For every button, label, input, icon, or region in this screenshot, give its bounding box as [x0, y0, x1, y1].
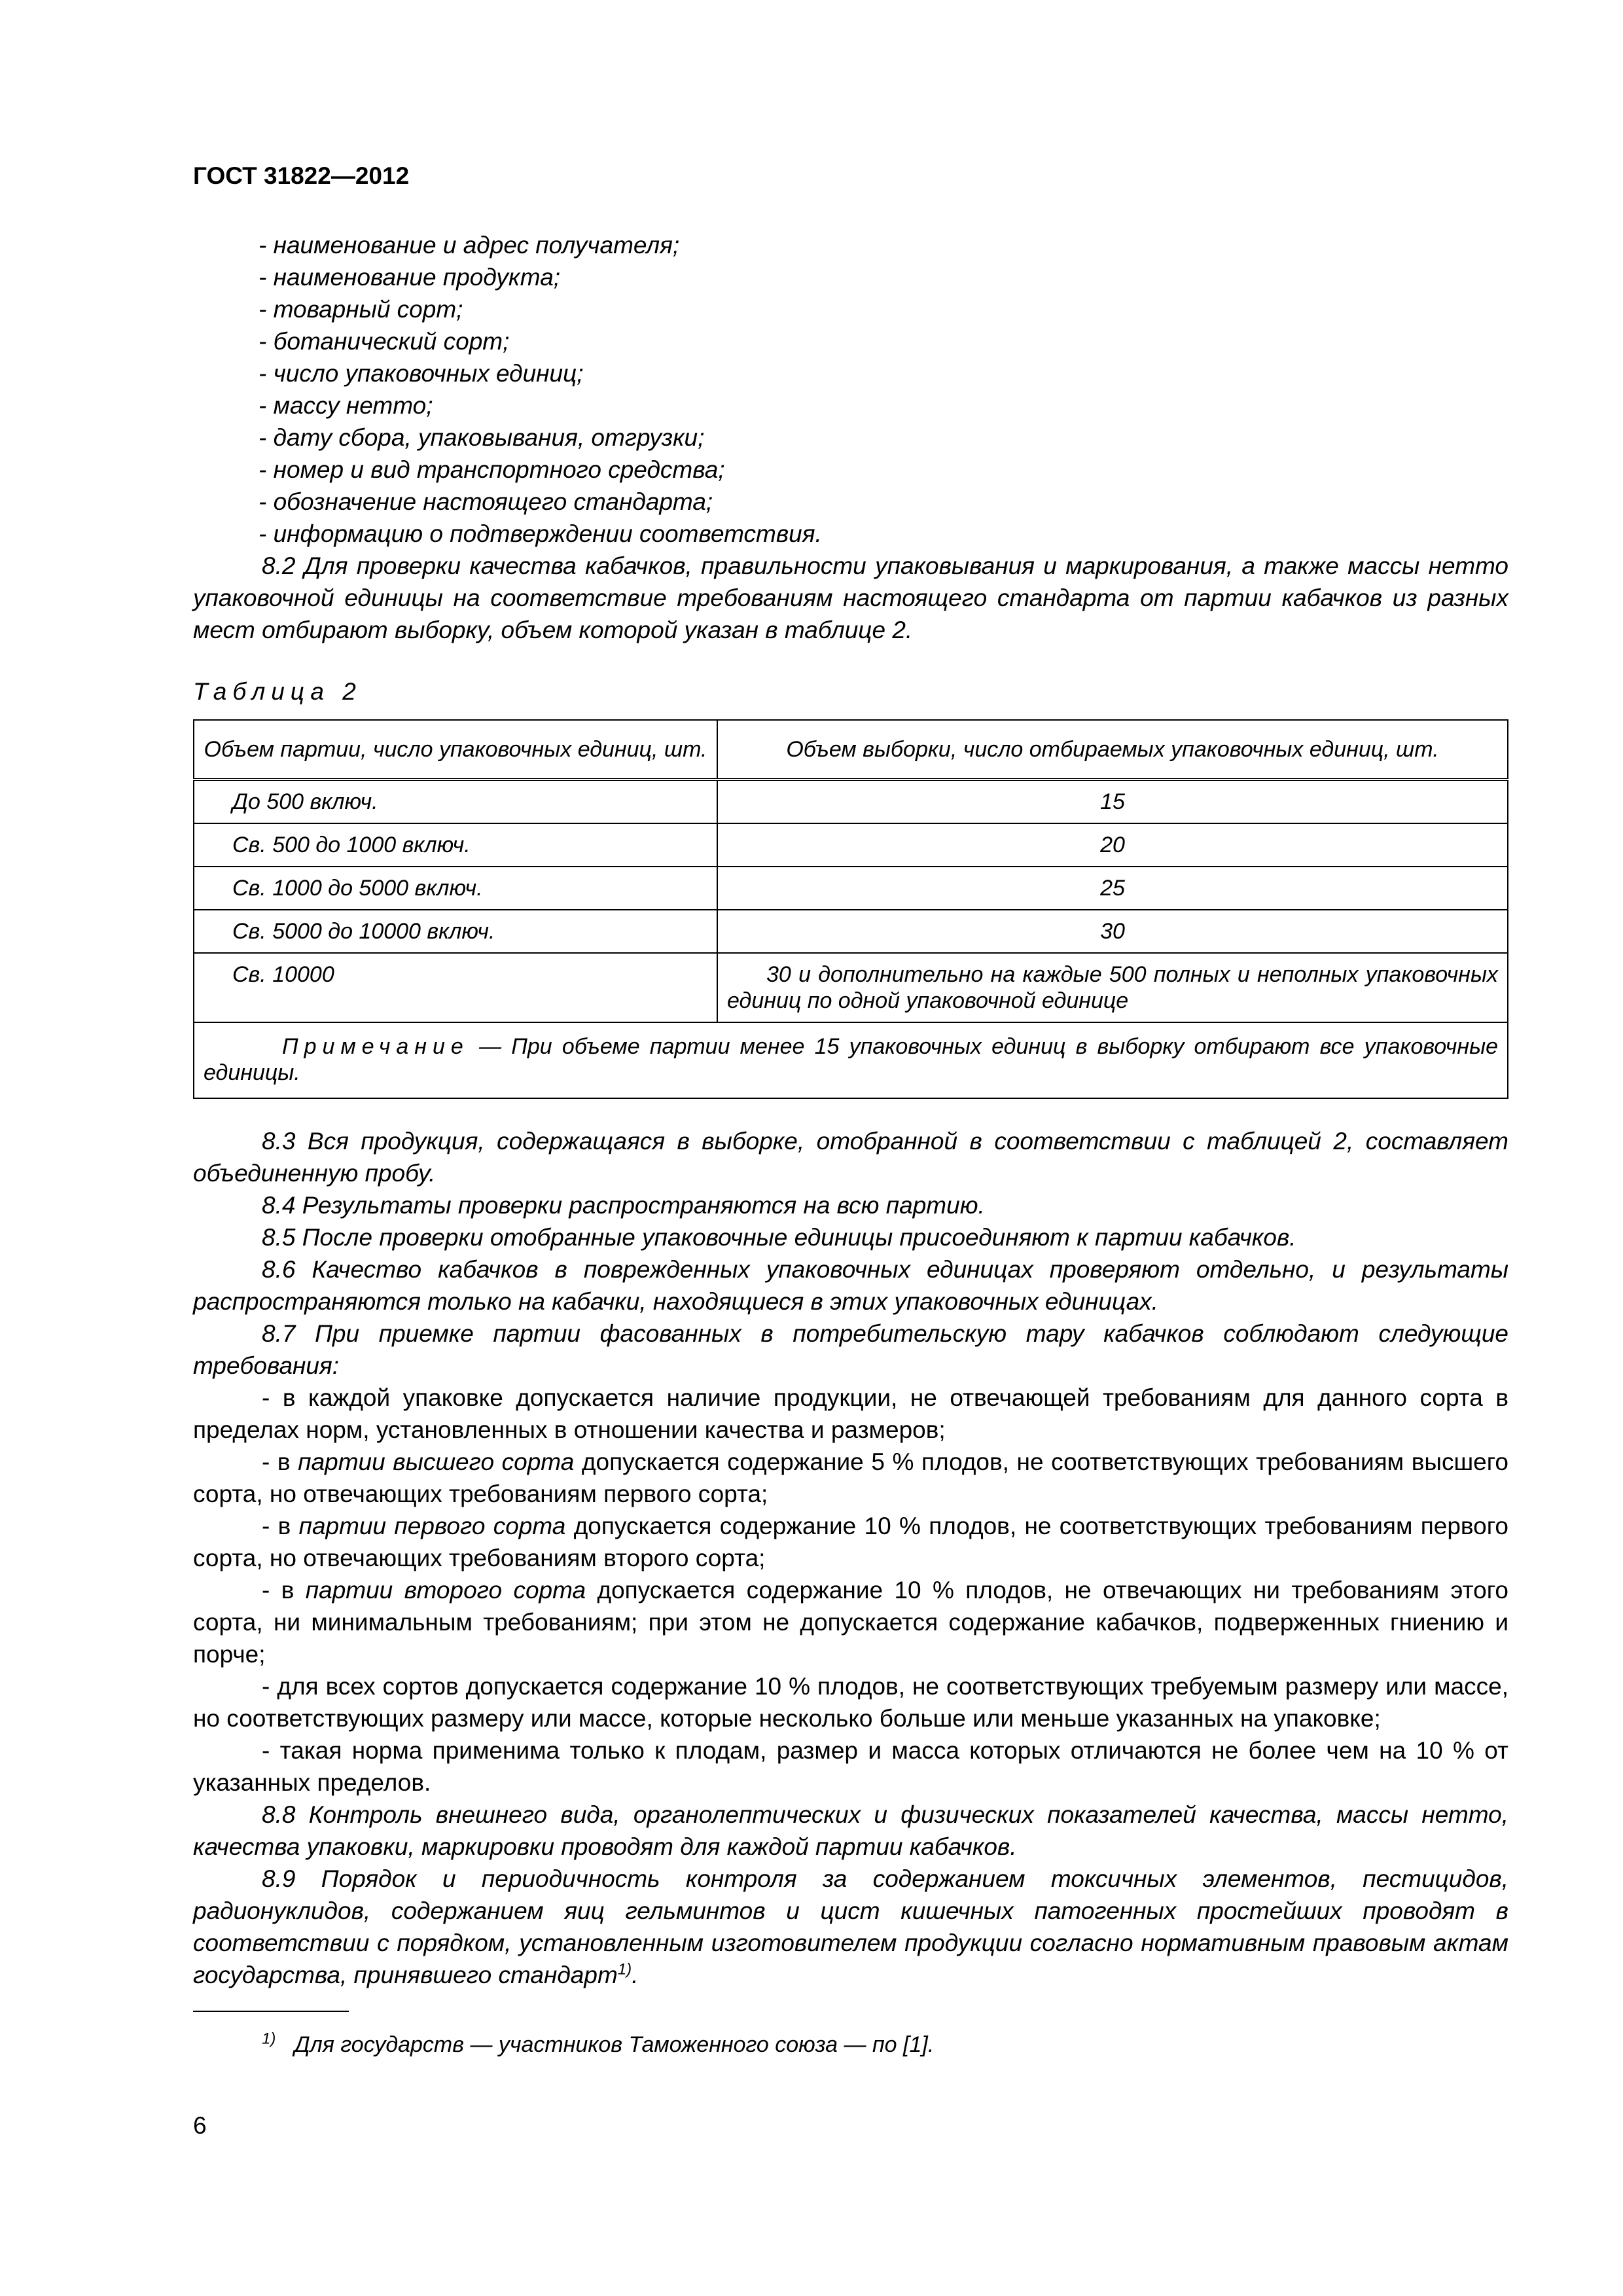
paragraph-8-2: 8.2 Для проверки качества кабачков, правильности упаковывания и маркирования, а также массы нетто упаковочной единицы на соответствие требованиям настоящего стандарта от партии кабачков из разных мест отбирают выборку, объем которой указан в таблице 2.	[193, 552, 1508, 643]
requirement-item: - для всех сортов допускается содержание 10 % плодов, не соответствующих требуемым размеру или массе, но соответствующих размеру или массе, которые несколько больше или меньше указанных на упаковке;	[193, 1673, 1508, 1732]
table-row	[194, 780, 1508, 823]
list-item: - дату сбора, упаковывания, отгрузки;	[259, 424, 705, 451]
requirement-item	[193, 1446, 1508, 1510]
list-item: - номер и вид транспортного средства;	[259, 456, 725, 483]
list-item: - товарный сорт;	[259, 296, 463, 323]
list-item: - обозначение настоящего стандарта;	[259, 488, 713, 515]
table-cell: 15	[717, 780, 1508, 823]
requirement-text: допускается содержание 10 % плодов, не отвечающих ни требованиям этого сорта, ни минимальным требованиям; при этом не допускается содержание кабачков, подверженных гниению и порче;	[193, 1577, 1508, 1668]
paragraph-8-9	[193, 1863, 1508, 1991]
requirement-text: допускается содержание 5 % плодов, не соответствующих требованиям высшего сорта, но отвечающих требованиям первого сорта;	[193, 1448, 1508, 1507]
requirement-prefix: - в	[262, 1513, 299, 1539]
list-item: - число упаковочных единиц;	[259, 360, 584, 387]
requirement-text: допускается содержание 10 % плодов, не соответствующих требованиям первого сорта, но отвечающих требованиям второго сорта;	[193, 1513, 1508, 1571]
note-label: Примечание	[282, 1034, 469, 1059]
paragraph-8-4: 8.4 Результаты проверки распространяются на всю партию.	[262, 1192, 985, 1219]
requirement-item: - в каждой упаковке допускается наличие продукции, не отвечающей требованиям для данного сорта в пределах норм, установленных в отношении качества и размеров;	[193, 1384, 1508, 1443]
requirement-prefix: - в	[262, 1448, 298, 1475]
document-header: ГОСТ 31822—2012	[193, 162, 410, 189]
list-item: - массу нетто;	[259, 392, 433, 419]
requirement-prefix: - в	[262, 1577, 306, 1604]
list-item: - ботанический сорт;	[259, 328, 510, 355]
table-row	[194, 910, 1508, 953]
section-8-body	[193, 1125, 1508, 1991]
table-cell: 30 и дополнительно на каждые 500 полных и неполных упаковочных единиц по одной упаковочной единице	[717, 953, 1508, 1022]
table-cell: Св. 1000 до 5000 включ.	[194, 867, 717, 910]
table-cell: 25	[717, 867, 1508, 910]
requirement-item	[193, 1510, 1508, 1574]
footnote-separator	[193, 2011, 349, 2012]
sample-size-table	[193, 719, 1508, 1099]
recipient-info-list	[193, 229, 1508, 550]
paragraph-8-6: 8.6 Качество кабачков в поврежденных упаковочных единицах проверяют отдельно, и результаты распространяются только на кабачки, находящиеся в этих упаковочных единицах.	[193, 1256, 1508, 1315]
requirement-emphasis: партии второго сорта	[305, 1577, 586, 1604]
requirement-item	[193, 1574, 1508, 1670]
page-content	[193, 229, 1508, 1991]
footnote-reference[interactable]: 1)	[617, 1960, 632, 1979]
table-cell: Св. 10000	[194, 953, 717, 1022]
footnote-text: Для государств — участников Таможенного союза — по [1].	[294, 2032, 935, 2057]
paragraph-8-5: 8.5 После проверки отобранные упаковочные единицы присоединяют к партии кабачков.	[262, 1224, 1296, 1251]
table-row	[194, 953, 1508, 1022]
requirement-emphasis: партии первого сорта	[298, 1513, 566, 1539]
paragraph-8-9-end: .	[632, 1962, 639, 1988]
column-header-sample-size: Объем выборки, число отбираемых упаковочных единиц, шт.	[717, 720, 1508, 780]
paragraph-8-3: 8.3 Вся продукция, содержащаяся в выборке, отобранной в соответствии с таблицей 2, составляет объединенную пробу.	[193, 1128, 1508, 1187]
list-item: - наименование продукта;	[259, 264, 561, 291]
table-row	[194, 823, 1508, 867]
table-cell: Св. 5000 до 10000 включ.	[194, 910, 717, 953]
page-number: 6	[193, 2112, 207, 2139]
list-item: - наименование и адрес получателя;	[259, 232, 680, 259]
paragraph-8-7: 8.7 При приемке партии фасованных в потребительскую тару кабачков соблюдают следующие требования:	[193, 1320, 1508, 1379]
table-row	[194, 867, 1508, 910]
table-cell: 30	[717, 910, 1508, 953]
table-note-row	[194, 1022, 1508, 1098]
note-text: — При объеме партии менее 15 упаковочных единиц в выборку отбирают все упаковочные единицы.	[204, 1034, 1498, 1085]
table-cell: До 500 включ.	[194, 780, 717, 823]
column-header-lot-size: Объем партии, число упаковочных единиц, шт.	[194, 720, 717, 780]
requirement-item: - такая норма применима только к плодам, размер и масса которых отличаются не более чем на 10 % от указанных пределов.	[193, 1737, 1508, 1796]
paragraph-8-9-text: 8.9 Порядок и периодичность контроля за содержанием токсичных элементов, пестицидов, радионуклидов, содержанием яиц гельминтов и цист кишечных патогенных простейших проводят в соответствии с порядком, установленным изготовителем продукции согласно нормативным правовым актам государства, принявшего стандарт	[193, 1865, 1508, 1988]
paragraph-8-8: 8.8 Контроль внешнего вида, органолептических и физических показателей качества, массы нетто, качества упаковки, маркировки проводят для каждой партии кабачков.	[193, 1801, 1508, 1860]
table-note	[194, 1022, 1508, 1098]
requirement-emphasis: партии высшего сорта	[298, 1448, 575, 1475]
footnote	[262, 2032, 934, 2058]
table-caption: Таблица 2	[193, 678, 362, 705]
list-item: - информацию о подтверждении соответствия.	[259, 520, 822, 547]
table-cell: Св. 500 до 1000 включ.	[194, 823, 717, 867]
table-cell: 20	[717, 823, 1508, 867]
table-header-row	[194, 720, 1508, 780]
footnote-marker: 1)	[262, 2030, 276, 2048]
